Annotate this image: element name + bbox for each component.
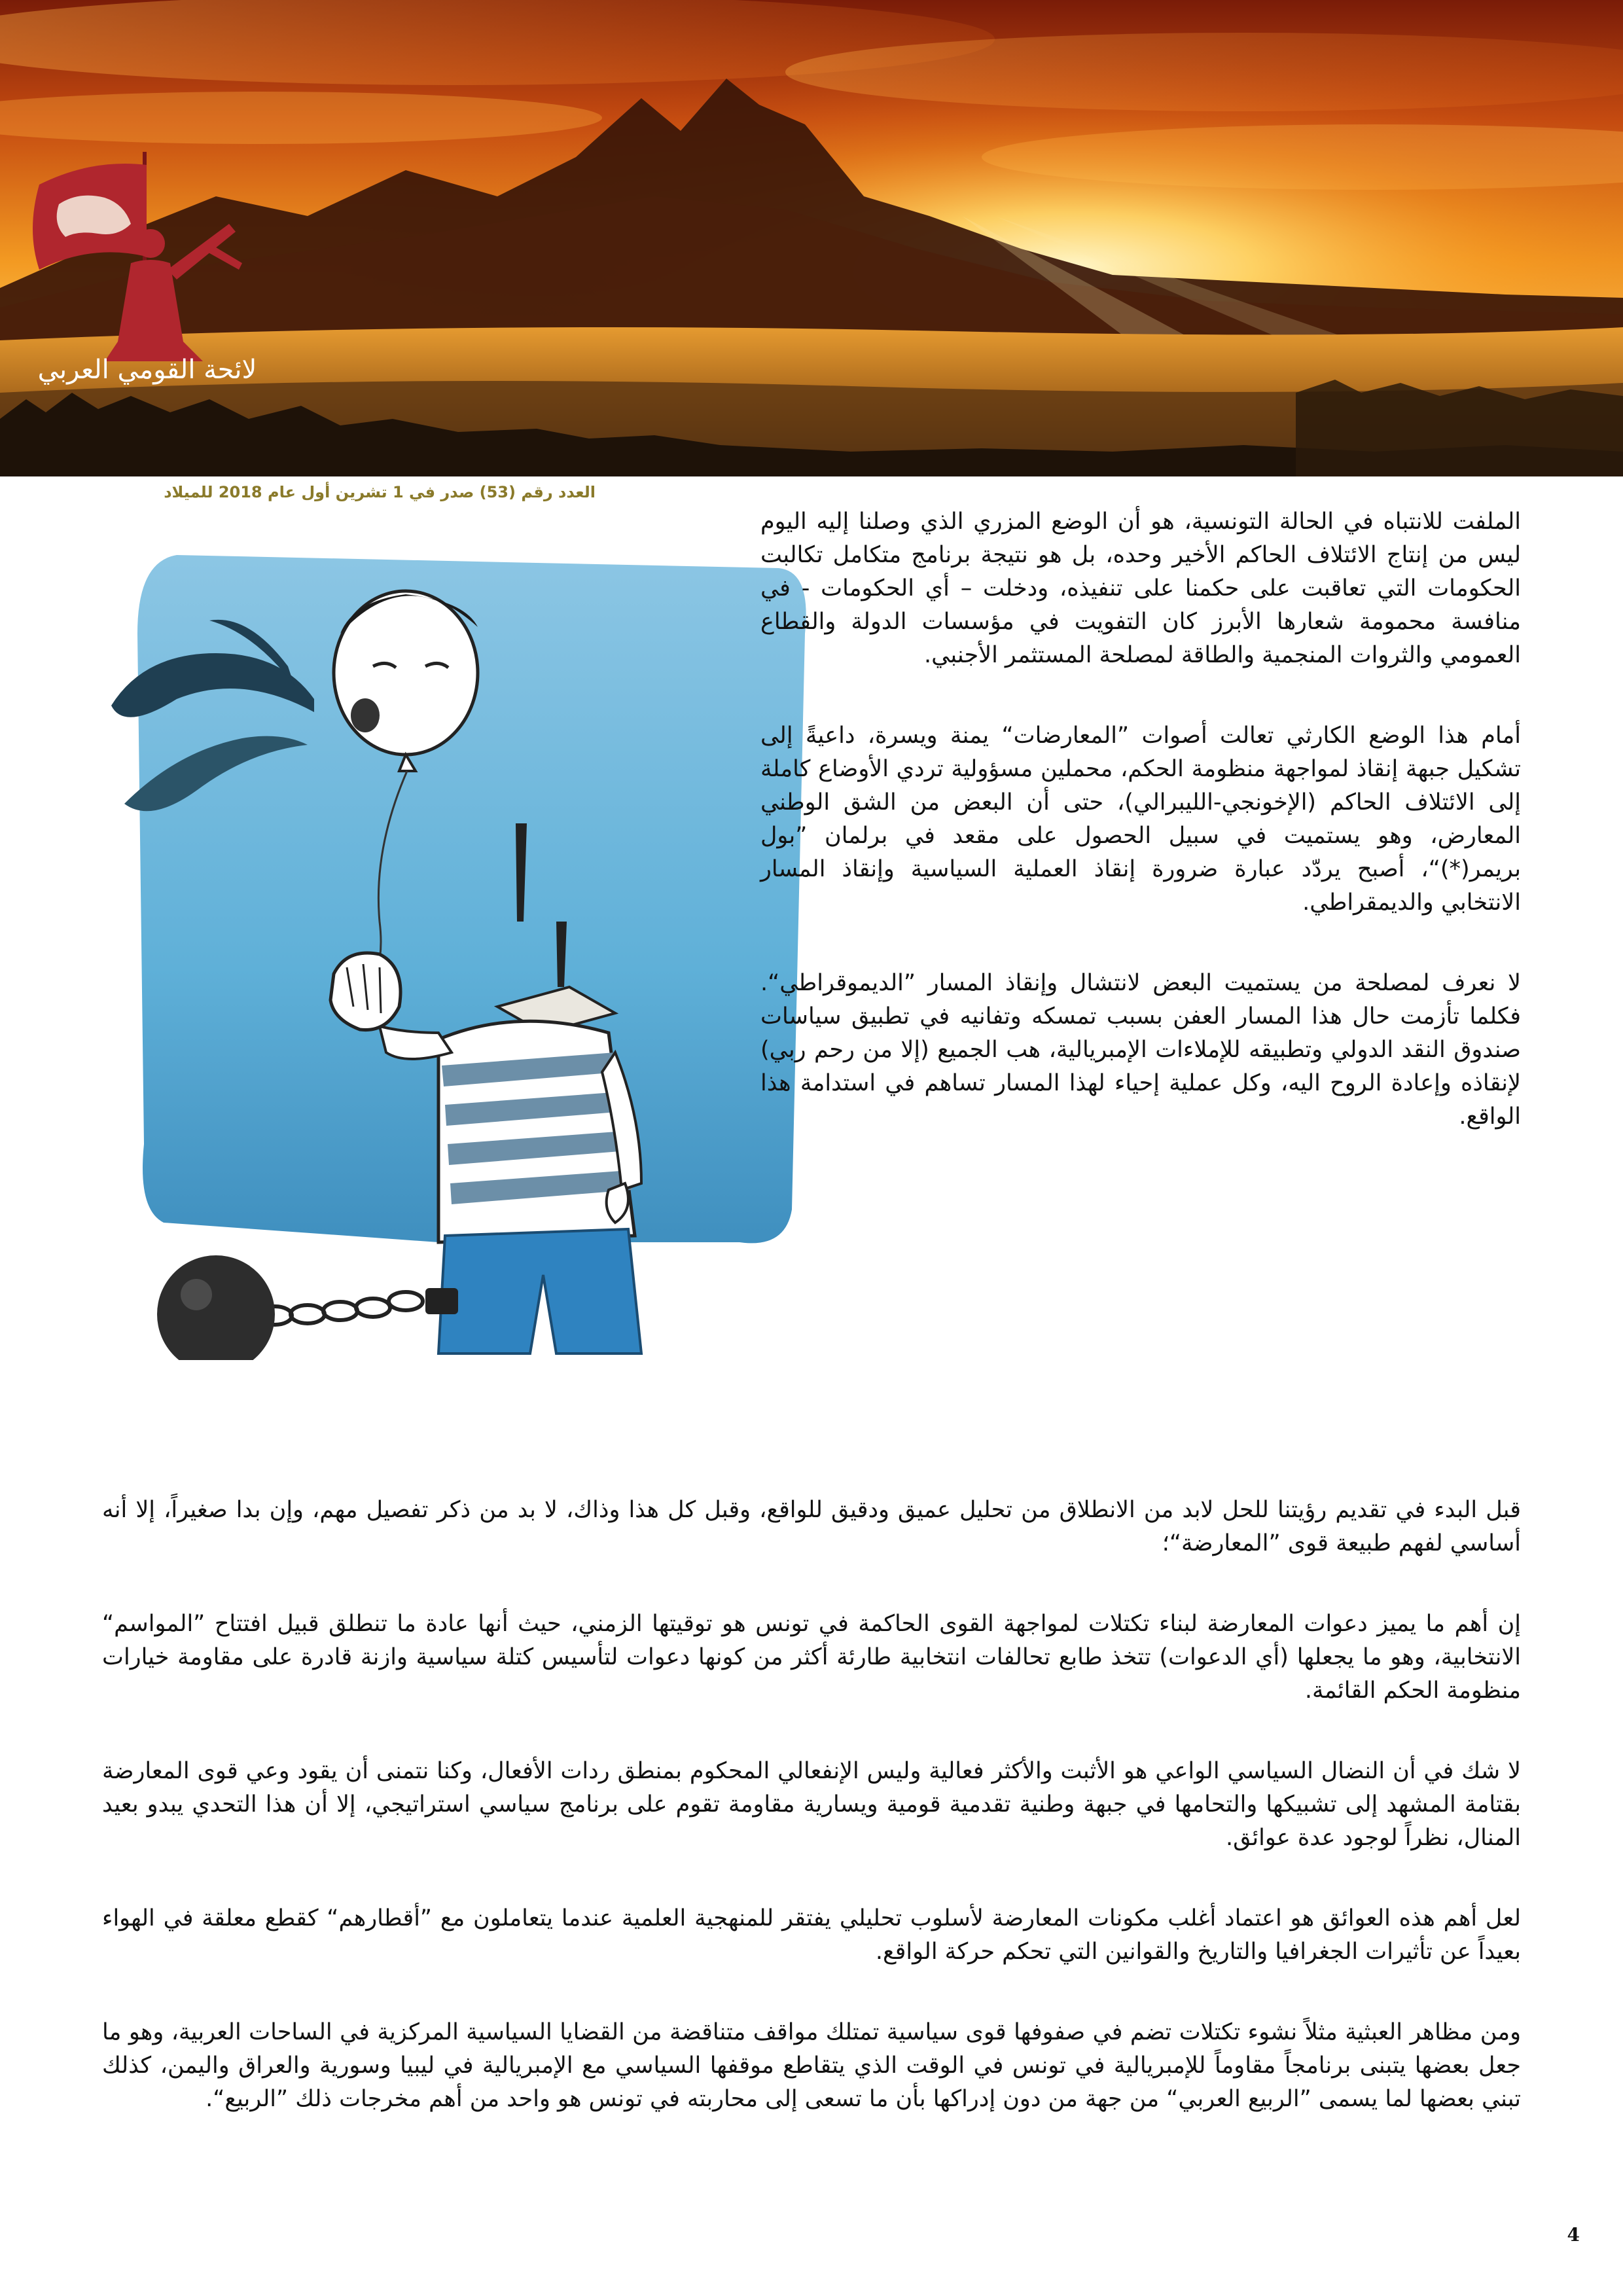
logo-flag-icon	[13, 145, 288, 361]
page-number: 4	[1567, 2224, 1580, 2246]
full-width-text	[102, 1494, 1521, 2163]
issue-line: العدد رقم (53) صدر في 1 تشرين أول عام 2018 للميلاد	[164, 483, 596, 501]
illustration	[98, 555, 831, 1360]
paragraph: الملفت للانتباه في الحالة التونسية، هو أن الوضع المزري الذي وصلنا إليه اليوم ليس من إنتاج الائتلاف الحاكم الأخير وحده، بل هو نتيجة برنامج متكامل تكالبت الحكومات التي تعاقبت على حكمنا على تنفيذه، ودخلت – أي الحكومات - في منافسة محمومة شعارها الأبرز كان التفويت في مؤسسات الدولة والقطاع العمومي والثروات المنجمية والطاقة لمصلحة المستثمر الأجنبي.	[760, 509, 1521, 668]
paragraph: إن أهم ما يميز دعوات المعارضة لبناء تكتلات لمواجهة القوى الحاكمة في تونس هو توقيتها الزمني، حيث أنها عادة ما تنطلق قبيل افتتاح ”المواسم“ الانتخابية، وهو ما يجعلها (أي الدعوات) تتخذ طابع تحالفات انتخابية طارئة أكثر من كونها دعوات لتأسيس كتلة سياسية وازنة قادرة على مقاومة خيارات منظومة الحكم القائمة.	[102, 1611, 1521, 1704]
logo-caption: لائحة القومي العربي	[37, 355, 257, 385]
paragraph: لعل أهم هذه العوائق هو اعتماد أغلب مكونات المعارضة لأسلوب تحليلي يفتقر للمنهجية العلمية عندما يتعاملون مع ”أقطارهم“ كقطع معلقة في الهواء بعيداً عن تأثيرات الجغرافيا والتاريخ والقوانين التي تحكم حركة الواقع.	[102, 1905, 1521, 1965]
balloon-head-prisoner-illustration	[98, 555, 831, 1360]
paragraph: لا شك في أن النضال السياسي الواعي هو الأثبت والأكثر فعالية وليس الإنفعالي المحكوم بمنطق ردات الأفعال، وكنا نتمنى أن يقود وعي قوى المعارضة بقتامة المشهد إلى تشبيكها والتحامها في جبهة وطنية تقدمية قومية ويسارية مقاومة تقوم على برنامج سياسي استراتيجي، إلا أن هذا التحدي يبدو بعيد المنال، نظراً لوجود عدة عوائق.	[102, 1758, 1521, 1851]
paragraph: أمام هذا الوضع الكارثي تعالت أصوات ”المعارضات“ يمنة ويسرة، داعيةً إلى تشكيل جبهة إنقاذ لمواجهة منظومة الحكم، محملين مسؤولية تردي الأوضاع كاملة إلى الائتلاف الحاكم (الإخونجي-الليبرالي)، حتى أن البعض من الشق الوطني المعارض، وهو يستميت في سبيل الحصول على مقعد في برلمان ”بول بريمر(*)“، أصبح يردّد عبارة ضرورة إنقاذ العملية السياسية وإنقاذ المسار الانتخابي والديمقراطي.	[760, 723, 1521, 916]
paragraph: لا نعرف لمصلحة من يستميت البعض لانتشال وإنقاذ المسار ”الديموقراطي“. فكلما تأزمت حال هذا المسار العفن بسبب تمسكه وتفانيه في تطبيق سياسات صندوق النقد الدولي وتطبيقه للإملاءات الإمبريالية، هب الجميع (إلا من رحم ربي) لإنقاذه وإعادة الروح اليه، وكل عملية إحياء لهذا المسار تساهم في استدامة هذا الواقع.	[760, 970, 1521, 1130]
right-column-text	[760, 505, 1521, 1181]
paragraph: ومن مظاهر العبثية مثلاً نشوء تكتلات تضم في صفوفها قوى سياسية تمتلك مواقف متناقضة من القضايا السياسية المركزية في الساحات العربية، وهو ما جعل بعضها يتبنى برنامجاً مقاوماً للإمبريالية في تونس في الوقت الذي يتقاطع موقفها السياسي مع الإمبريالية في ليبيا وسورية والعراق واليمن، كذلك تبني بعضها لما يسمى ”الربيع العربي“ من جهة من دون إدراكها بأن ما تسعى إلى محاربته في تونس هو واحد من أهم مخرجات ذلك ”الربيع“.	[102, 2019, 1521, 2112]
paragraph: قبل البدء في تقديم رؤيتنا للحل لابد من الانطلاق من تحليل عميق ودقيق للواقع، وقبل كل هذا وذاك، لا بد من ذكر تفصيل مهم، وإن بدا صغيراً، إلا أنه أساسي لفهم طبيعة قوى ”المعارضة“؛	[102, 1497, 1521, 1556]
header-banner	[0, 0, 1623, 476]
